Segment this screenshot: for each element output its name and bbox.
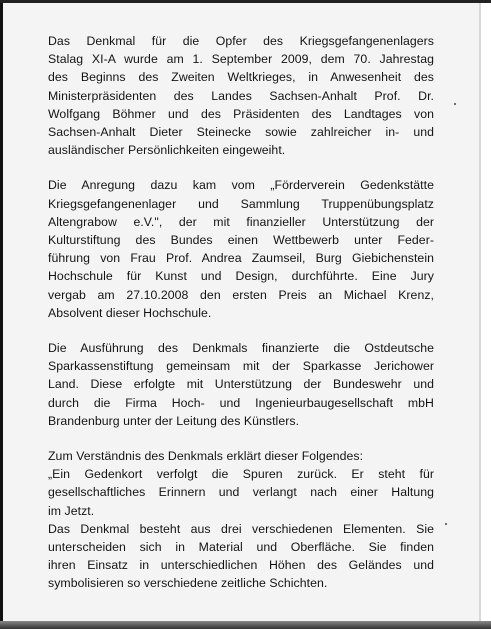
text-line: gesellschaftliches Erinnern und verlangt nach einer Haltung (48, 485, 434, 500)
text-line: Land. Diese erfolgte mit Unterstützung der Bundeswehr und (48, 377, 434, 392)
paragraph-initiative (48, 176, 434, 322)
text-line: führung von Frau Prof. Andrea Zaumseil, Burg Giebichenstein (48, 251, 434, 266)
text-line: Das Denkmal besteht aus drei verschiedenen Elementen. Sie (48, 521, 434, 536)
text-line: Wolfgang Böhmer und des Präsidenten des Landtages von (48, 106, 434, 121)
scan-speck (454, 103, 456, 105)
text-line: unterscheiden sich in Material und Oberfläche. Sie finden (48, 540, 434, 555)
text-line: Hochschule für Kunst und Design, durchführte. Eine Jury (48, 269, 434, 284)
text-line: Absolvent dieser Hochschule. (48, 305, 212, 320)
text-line: Das Denkmal für die Opfer des Kriegsgefangenenlagers (48, 34, 434, 48)
text-line: Ministerpräsidenten des Landes Sachsen-Anhalt Prof. Dr. (48, 88, 434, 103)
text-line: symbolisieren so verschiedene zeitliche Schichten. (48, 576, 328, 591)
paragraph-dedication (48, 32, 434, 159)
text-line: Kriegsgefangenenlager und Sammlung Truppenübungsplatz (48, 196, 434, 211)
text-line: Die Ausführung des Denkmals finanzierte die Ostdeutsche (48, 341, 434, 356)
text-line: Die Anregung dazu kam vom „Förderverein Gedenkstätte (48, 178, 434, 193)
paragraph-execution (48, 339, 434, 430)
text-line: Brandenburg unter der Leitung des Künstlers. (48, 413, 300, 428)
text-line: im Jetzt. (48, 503, 95, 518)
text-line: vergab am 27.10.2008 den ersten Preis an Michael Krenz, (48, 287, 434, 302)
text-line: Zum Verständnis des Denkmals erklärt dieser Folgendes: (48, 449, 364, 464)
paragraph-explanation (48, 447, 434, 593)
text-line: Altengrabow e.V.", der mit finanzieller Unterstützung der (48, 214, 434, 229)
scan-edge-bottom (0, 621, 491, 629)
text-line: ihren Einsatz in unterschiedlichen Höhen des Geländes und (48, 558, 434, 573)
text-line: durch die Firma Hoch- und Ingenieurbaugesellschaft mbH (48, 395, 434, 410)
text-line: Kulturstiftung des Bundes einen Wettbewerb unter Feder- (48, 233, 434, 248)
scan-speck (445, 523, 447, 525)
text-line: Stalag XI-A wurde am 1. September 2009, dem 70. Jahrestag (48, 52, 434, 67)
text-line: Sachsen-Anhalt Dieter Steinecke sowie zahlreicher in- und (48, 125, 434, 140)
document-text (48, 32, 434, 610)
text-line: des Beginns des Zweiten Weltkrieges, in Anwesenheit des (48, 70, 434, 85)
text-line: ausländischer Persönlichkeiten eingeweiht. (48, 143, 286, 158)
text-line: Sparkassenstiftung gemeinsam mit der Sparkasse Jerichower (48, 359, 434, 374)
text-line: „Ein Gedenkort verfolgt die Spuren zurück. Er steht für (48, 467, 434, 482)
